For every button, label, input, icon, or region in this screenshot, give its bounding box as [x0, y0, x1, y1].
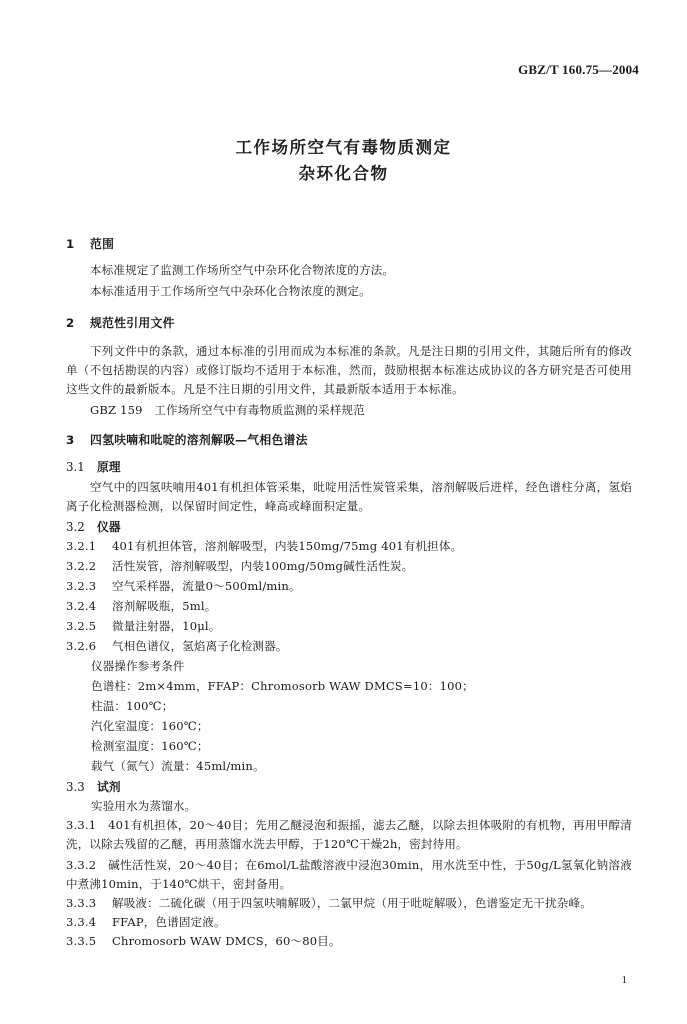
item-number: 3.3.3 [66, 896, 97, 910]
section-2-heading [66, 314, 175, 331]
section-1-heading [66, 235, 114, 252]
scope-paragraph-1: 本标准规定了监测工作场所空气中杂环化合物浓度的方法。 [90, 263, 395, 277]
section-3-heading [66, 431, 308, 448]
condition-column: 色谱柱：2m×4mm，FFAP：Chromosorb WAW DMCS=10：100； [91, 679, 474, 693]
item-number: 3.3.5 [66, 934, 97, 948]
subsection-3-3-heading [66, 778, 121, 795]
reagent-item [66, 933, 341, 949]
item-text: 碱性活性炭，20～40目；在6mol/L盐酸溶液中浸泡30min，用水洗至中性，于50g/L氢氧化钠溶液中煮沸10min，于140℃烘干，密封备用。 [66, 858, 632, 891]
section-number: 3 [66, 433, 75, 447]
item-text: 解吸液：二硫化碳（用于四氢呋喃解吸），二氯甲烷（用于吡啶解吸），色谱鉴定无干扰杂峰。 [112, 896, 592, 910]
condition-vaporizer-temp: 汽化室温度：160℃； [91, 719, 209, 733]
condition-column-temp: 柱温：100℃； [91, 699, 174, 713]
item-text: 空气采样器，流量0～500ml/min。 [112, 579, 301, 593]
document-subtitle: 杂环化合物 [298, 164, 389, 183]
reference-gbz159: GBZ 159 工作场所空气中有毒物质监测的采样规范 [90, 403, 365, 417]
item-number: 3.2.3 [66, 579, 97, 593]
item-number: 3.2.6 [66, 639, 97, 653]
section-title: 规范性引用文件 [90, 316, 175, 330]
item-number: 3.2.2 [66, 559, 97, 573]
scope-paragraph-2: 本标准适用于工作场所空气中杂环化合物浓度的测定。 [90, 284, 371, 298]
instrument-item [66, 618, 220, 634]
item-text: Chromosorb WAW DMCS，60～80目。 [112, 934, 341, 948]
subsection-number: 3.2 [66, 520, 85, 534]
item-number: 3.2.5 [66, 619, 97, 633]
subsection-number: 3.1 [66, 460, 85, 474]
item-text: FFAP，色谱固定液。 [112, 915, 226, 929]
section-number: 1 [66, 237, 75, 251]
instrument-item [66, 638, 288, 654]
principle-paragraph: 空气中的四氢呋喃用401有机担体管采集，吡啶用活性炭管采集，溶剂解吸后进样，经色谱柱分离，氢焰离子化检测器检测，以保留时间定性，峰高或峰面积定量。 [66, 480, 632, 513]
item-text: 微量注射器，10μl。 [112, 619, 221, 633]
section-title: 四氢呋喃和吡啶的溶剂解吸—气相色谱法 [90, 433, 308, 447]
instrument-item [66, 598, 216, 614]
instrument-item [66, 538, 462, 554]
reagent-intro: 实验用水为蒸馏水。 [91, 799, 197, 813]
item-number: 3.2.1 [66, 539, 97, 553]
condition-detector-temp: 检测室温度：160℃； [91, 739, 209, 753]
condition-carrier-gas: 载气（氮气）流量：45ml/min。 [91, 759, 265, 773]
subsection-3-1-heading [66, 458, 121, 475]
subsection-title: 原理 [97, 460, 121, 474]
section-number: 2 [66, 316, 75, 330]
operating-conditions-title: 仪器操作参考条件 [91, 659, 185, 673]
reagent-item [66, 914, 226, 930]
section-title: 范围 [90, 237, 115, 251]
standard-number: GBZ/T 160.75—2004 [518, 62, 639, 77]
item-number: 3.3.1 [66, 818, 97, 832]
reagent-item-3-3-1 [66, 816, 632, 854]
subsection-title: 仪器 [97, 520, 121, 534]
reagent-item-3-3-2 [66, 856, 632, 894]
item-text: 401有机担体，20～40目；先用乙醚浸泡和振摇，滤去乙醚，以除去担体吸附的有机物，再用甲醇清洗，以除去残留的乙醚，再用蒸馏水洗去甲醇，于120℃干燥2h，密封待用。 [66, 818, 632, 851]
item-text: 401有机担体管，溶剂解吸型，内装150mg/75mg 401有机担体。 [112, 539, 463, 553]
item-text: 溶剂解吸瓶，5ml。 [112, 599, 217, 613]
document-title: 工作场所空气有毒物质测定 [235, 138, 452, 157]
subsection-3-2-heading [66, 518, 121, 535]
item-number: 3.3.4 [66, 915, 97, 929]
item-number: 3.3.2 [66, 858, 97, 872]
item-number: 3.2.4 [66, 599, 97, 613]
instrument-item [66, 578, 301, 594]
subsection-title: 试剂 [97, 780, 121, 794]
item-text: 活性炭管，溶剂解吸型，内装100mg/50mg碱性活性炭。 [112, 559, 414, 573]
subsection-number: 3.3 [66, 780, 85, 794]
page-number: 1 [621, 974, 627, 986]
normative-references-paragraph: 下列文件中的条款，通过本标准的引用而成为本标准的条款。凡是注日期的引用文件，其随后所有的修改单（不包括勘误的内容）或修订版均不适用于本标准，然而，鼓励根据本标准达成协议的各方研究是否可使用这些文件的最新版本。凡是不注日期的引用文件，其最新版本适用于本标准。 [66, 344, 632, 396]
item-text: 气相色谱仪，氢焰离子化检测器。 [112, 639, 288, 653]
reagent-item [66, 895, 592, 911]
instrument-item [66, 558, 413, 574]
